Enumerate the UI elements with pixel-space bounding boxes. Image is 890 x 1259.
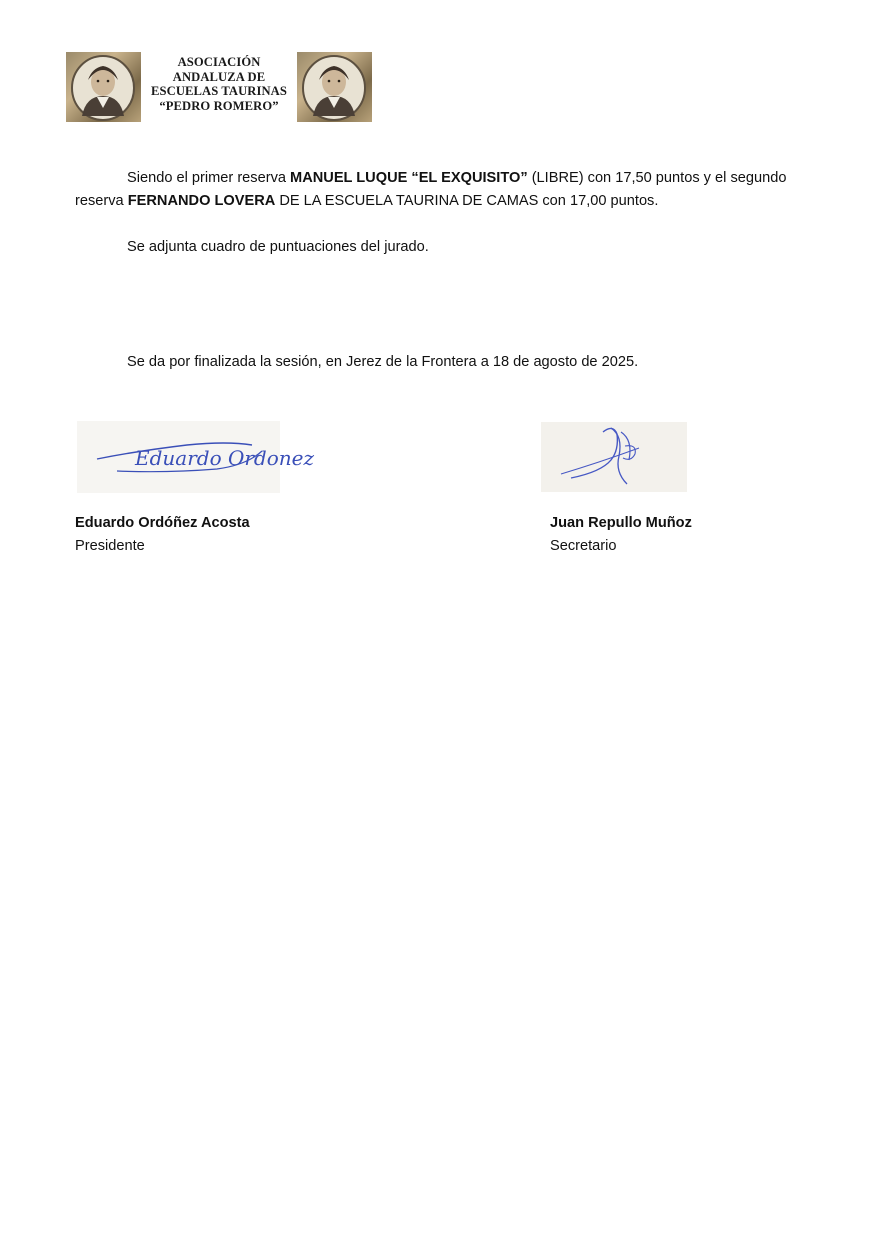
letterhead-line: ASOCIACIÓN [177,55,261,69]
p1-text: (LIBRE) con 17,50 puntos y el segundo reserva [75,170,787,209]
president-name: Eduardo Ordóñez Acosta [75,515,250,531]
president-role: Presidente [75,538,145,554]
paragraph-closing [75,351,815,374]
p1-second-reserve: FERNANDO LOVERA [127,193,276,209]
letterhead-line: “PEDRO ROMERO” [159,98,279,113]
svg-text:Eduardo Ordonez: Eduardo Ordonez [135,446,315,470]
letterhead [66,52,372,122]
p1-text: Siendo el primer reserva [127,170,291,186]
p3-text: Se da por finalizada la sesión, en Jerez de la Frontera a 18 de agosto de 2025. [127,354,639,370]
letterhead-line: ANDALUZA DE [172,69,266,84]
letterhead-title [143,55,295,113]
letterhead-line: ESCUELAS TAURINAS [151,84,287,98]
portrait-logo-right [297,52,372,122]
secretary-role: Secretario [550,538,617,554]
p1-text: DE LA ESCUELA TAURINA DE CAMAS con 17,00 puntos. [275,193,659,209]
paragraph-reserves [75,167,815,213]
signature-president [77,421,315,493]
secretary-name: Juan Repullo Muñoz [550,515,692,531]
signature-secretary [541,422,687,492]
p2-text: Se adjunta cuadro de puntuaciones del jurado. [127,239,429,255]
paragraph-attachment [75,236,815,259]
p1-first-reserve: MANUEL LUQUE “EL EXQUISITO” [290,170,528,186]
portrait-logo-left [66,52,141,122]
